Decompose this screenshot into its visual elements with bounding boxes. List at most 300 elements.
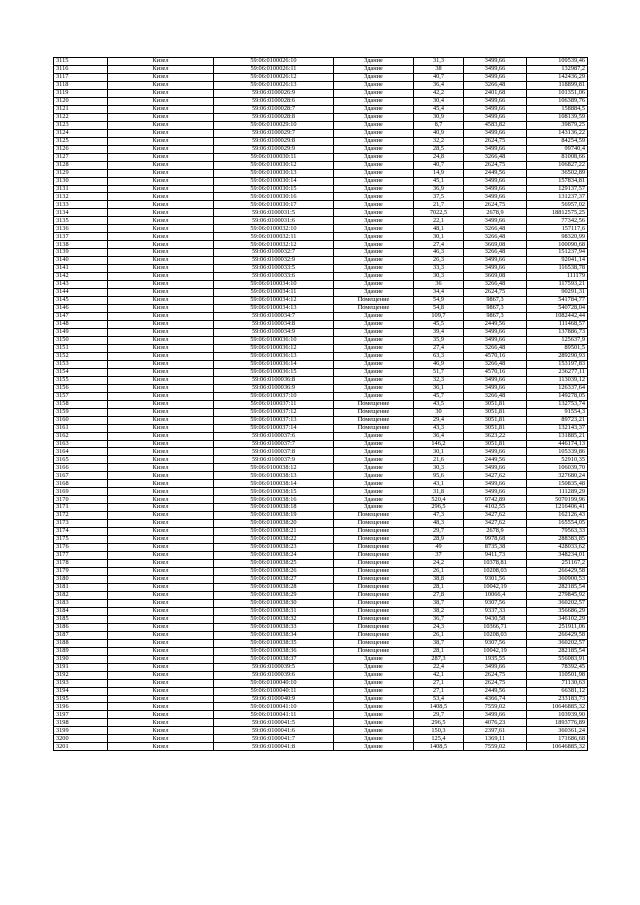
table-row (54, 695, 588, 703)
cadastral-number-cell: 59:06:0100038:16 (214, 496, 334, 504)
cadastral-number-cell: 59:06:0100037:14 (214, 424, 334, 432)
object-type-cell: Здание (334, 695, 414, 703)
area-cell: 28,5 (414, 145, 464, 153)
object-type-cell: Здание (334, 169, 414, 177)
area-cell: 46,3 (414, 249, 464, 257)
unit-value-cell: 4102,55 (464, 504, 527, 512)
area-cell: 42,2 (414, 89, 464, 97)
object-type-cell: Здание (334, 217, 414, 225)
object-type-cell: Помещение (334, 544, 414, 552)
locality-cell: Кизел (108, 336, 214, 344)
row-number-cell: 3165 (54, 456, 108, 464)
object-type-cell: Помещение (334, 408, 414, 416)
unit-value-cell: 7559,02 (464, 743, 527, 751)
cadastral-number-cell: 59:06:0100037:11 (214, 400, 334, 408)
total-value-cell: 540728,04 (527, 305, 588, 313)
total-value-cell: 282185,54 (527, 583, 588, 591)
row-number-cell: 3139 (54, 249, 108, 257)
cadastral-number-cell: 59:06:0100036:12 (214, 344, 334, 352)
unit-value-cell: 4366,74 (464, 695, 527, 703)
total-value-cell: 279845,92 (527, 591, 588, 599)
unit-value-cell: 3499,66 (464, 328, 527, 336)
object-type-cell: Здание (334, 456, 414, 464)
table-row (54, 552, 588, 560)
locality-cell: Кизел (108, 599, 214, 607)
total-value-cell: 90291,31 (527, 289, 588, 297)
cadastral-number-cell: 59:06:0100038:29 (214, 591, 334, 599)
total-value-cell: 1893776,89 (527, 719, 588, 727)
row-number-cell: 3184 (54, 607, 108, 615)
area-cell: 45,4 (414, 105, 464, 113)
row-number-cell: 3131 (54, 185, 108, 193)
locality-cell: Кизел (108, 575, 214, 583)
total-value-cell: 266429,58 (527, 631, 588, 639)
row-number-cell: 3191 (54, 663, 108, 671)
cadastral-number-cell: 59:06:0100026:13 (214, 81, 334, 89)
object-type-cell: Помещение (334, 615, 414, 623)
unit-value-cell: 9307,56 (464, 639, 527, 647)
object-type-cell: Помещение (334, 575, 414, 583)
unit-value-cell: 3499,66 (464, 73, 527, 81)
table-row (54, 711, 588, 719)
object-type-cell: Здание (334, 480, 414, 488)
cadastral-number-cell: 59:06:0100041:11 (214, 711, 334, 719)
records-table (53, 57, 588, 751)
total-value-cell: 10646885,32 (527, 703, 588, 711)
area-cell: 43,5 (414, 400, 464, 408)
table-row (54, 281, 588, 289)
unit-value-cell: 2624,75 (464, 671, 527, 679)
unit-value-cell: 2401,68 (464, 89, 527, 97)
locality-cell: Кизел (108, 121, 214, 129)
locality-cell: Кизел (108, 249, 214, 257)
row-number-cell: 3196 (54, 703, 108, 711)
row-number-cell: 3120 (54, 97, 108, 105)
total-value-cell: 101351,06 (527, 89, 588, 97)
area-cell: 34,4 (414, 289, 464, 297)
unit-value-cell: 3499,66 (464, 145, 527, 153)
row-number-cell: 3115 (54, 58, 108, 66)
cadastral-number-cell: 59:06:0100038:21 (214, 528, 334, 536)
locality-cell: Кизел (108, 711, 214, 719)
cadastral-number-cell: 59:06:0100038:18 (214, 504, 334, 512)
unit-value-cell: 3499,66 (464, 113, 527, 121)
cadastral-number-cell: 59:06:0100026:11 (214, 65, 334, 73)
cadastral-number-cell: 59:06:0100034:7 (214, 313, 334, 321)
row-number-cell: 3136 (54, 225, 108, 233)
area-cell: 35,9 (414, 336, 464, 344)
table-row (54, 392, 588, 400)
row-number-cell: 3150 (54, 336, 108, 344)
object-type-cell: Здание (334, 671, 414, 679)
cadastral-number-cell: 59:06:0100038:33 (214, 623, 334, 631)
cadastral-number-cell: 59:06:0100041:5 (214, 719, 334, 727)
object-type-cell: Здание (334, 328, 414, 336)
table-row (54, 743, 588, 751)
row-number-cell: 3144 (54, 289, 108, 297)
table-row (54, 408, 588, 416)
unit-value-cell: 2449,56 (464, 456, 527, 464)
total-value-cell: 132753,74 (527, 400, 588, 408)
cadastral-number-cell: 59:06:0100039:5 (214, 663, 334, 671)
unit-value-cell: 3499,66 (464, 129, 527, 137)
locality-cell: Кизел (108, 201, 214, 209)
table-row (54, 464, 588, 472)
object-type-cell: Здание (334, 105, 414, 113)
total-value-cell: 360202,57 (527, 599, 588, 607)
area-cell: 45,7 (414, 392, 464, 400)
total-value-cell: 171686,68 (527, 735, 588, 743)
table-row (54, 655, 588, 663)
object-type-cell: Здание (334, 368, 414, 376)
table-row (54, 177, 588, 185)
total-value-cell: 131237,37 (527, 193, 588, 201)
total-value-cell: 541784,77 (527, 297, 588, 305)
row-number-cell: 3174 (54, 528, 108, 536)
unit-value-cell: 3499,66 (464, 448, 527, 456)
total-value-cell: 99740,4 (527, 145, 588, 153)
table-row (54, 432, 588, 440)
object-type-cell: Здание (334, 464, 414, 472)
area-cell: 8,7 (414, 121, 464, 129)
locality-cell: Кизел (108, 281, 214, 289)
locality-cell: Кизел (108, 432, 214, 440)
locality-cell: Кизел (108, 241, 214, 249)
cadastral-number-cell: 59:06:0100037:6 (214, 432, 334, 440)
area-cell: 38 (414, 65, 464, 73)
unit-value-cell: 3266,48 (464, 281, 527, 289)
locality-cell: Кизел (108, 464, 214, 472)
table-row (54, 536, 588, 544)
locality-cell: Кизел (108, 687, 214, 695)
unit-value-cell: 4076,23 (464, 719, 527, 727)
unit-value-cell: 3499,66 (464, 376, 527, 384)
unit-value-cell: 3427,62 (464, 512, 527, 520)
object-type-cell: Здание (334, 719, 414, 727)
row-number-cell: 3148 (54, 320, 108, 328)
total-value-cell: 360900,53 (527, 575, 588, 583)
row-number-cell: 3175 (54, 536, 108, 544)
total-value-cell: 78392,45 (527, 663, 588, 671)
area-cell: 21,7 (414, 201, 464, 209)
total-value-cell: 108139,59 (527, 113, 588, 121)
row-number-cell: 3169 (54, 488, 108, 496)
object-type-cell: Здание (334, 472, 414, 480)
row-number-cell: 3161 (54, 424, 108, 432)
row-number-cell: 3163 (54, 440, 108, 448)
object-type-cell: Здание (334, 257, 414, 265)
object-type-cell: Здание (334, 193, 414, 201)
area-cell: 30,1 (414, 448, 464, 456)
total-value-cell: 39879,25 (527, 121, 588, 129)
locality-cell: Кизел (108, 416, 214, 424)
unit-value-cell: 3499,66 (464, 58, 527, 66)
locality-cell: Кизел (108, 297, 214, 305)
object-type-cell: Здание (334, 727, 414, 735)
total-value-cell: 129137,57 (527, 185, 588, 193)
unit-value-cell: 3266,48 (464, 344, 527, 352)
object-type-cell: Здание (334, 703, 414, 711)
object-type-cell: Здание (334, 153, 414, 161)
unit-value-cell: 9978,68 (464, 536, 527, 544)
area-cell: 31,8 (414, 488, 464, 496)
object-type-cell: Помещение (334, 607, 414, 615)
area-cell: 24,8 (414, 153, 464, 161)
cadastral-number-cell: 59:06:0100034:12 (214, 297, 334, 305)
total-value-cell: 151237,94 (527, 249, 588, 257)
locality-cell: Кизел (108, 233, 214, 241)
cadastral-number-cell: 59:06:0100038:30 (214, 599, 334, 607)
row-number-cell: 3130 (54, 177, 108, 185)
table-row (54, 424, 588, 432)
cadastral-number-cell: 59:06:0100038:22 (214, 536, 334, 544)
table-row (54, 249, 588, 257)
object-type-cell: Помещение (334, 599, 414, 607)
total-value-cell: 10646885,32 (527, 743, 588, 751)
total-value-cell: 251167,2 (527, 560, 588, 568)
object-type-cell: Помещение (334, 512, 414, 520)
total-value-cell: 98320,99 (527, 233, 588, 241)
total-value-cell: 157834,81 (527, 177, 588, 185)
locality-cell: Кизел (108, 456, 214, 464)
unit-value-cell: 3499,66 (464, 488, 527, 496)
cadastral-number-cell: 59:06:0100032:11 (214, 233, 334, 241)
row-number-cell: 3190 (54, 655, 108, 663)
object-type-cell: Здание (334, 273, 414, 281)
object-type-cell: Помещение (334, 305, 414, 313)
total-value-cell: 79563,33 (527, 528, 588, 536)
locality-cell: Кизел (108, 560, 214, 568)
area-cell: 36,4 (414, 81, 464, 89)
total-value-cell: 92041,14 (527, 257, 588, 265)
table-row (54, 719, 588, 727)
total-value-cell: 109539,46 (527, 58, 588, 66)
total-value-cell: 66381,12 (527, 687, 588, 695)
object-type-cell: Здание (334, 320, 414, 328)
table-row (54, 528, 588, 536)
cadastral-number-cell: 59:06:0100026:9 (214, 89, 334, 97)
cadastral-number-cell: 59:06:0100038:34 (214, 631, 334, 639)
total-value-cell: 142436,29 (527, 73, 588, 81)
unit-value-cell: 2397,61 (464, 727, 527, 735)
table-row (54, 512, 588, 520)
total-value-cell: 56957,02 (527, 201, 588, 209)
locality-cell: Кизел (108, 512, 214, 520)
area-cell: 22,4 (414, 663, 464, 671)
row-number-cell: 3187 (54, 631, 108, 639)
object-type-cell: Здание (334, 161, 414, 169)
cadastral-number-cell: 59:06:0100036:9 (214, 384, 334, 392)
total-value-cell: 157117,6 (527, 225, 588, 233)
table-row (54, 623, 588, 631)
area-cell: 28,1 (414, 583, 464, 591)
area-cell: 1408,5 (414, 743, 464, 751)
unit-value-cell: 2449,56 (464, 687, 527, 695)
locality-cell: Кизел (108, 392, 214, 400)
unit-value-cell: 3499,66 (464, 97, 527, 105)
table-row (54, 58, 588, 66)
total-value-cell: 111289,29 (527, 488, 588, 496)
table-row (54, 289, 588, 297)
row-number-cell: 3183 (54, 599, 108, 607)
area-cell: 63,3 (414, 352, 464, 360)
row-number-cell: 3188 (54, 639, 108, 647)
table-row (54, 591, 588, 599)
locality-cell: Кизел (108, 313, 214, 321)
row-number-cell: 3162 (54, 432, 108, 440)
area-cell: 32,2 (414, 137, 464, 145)
total-value-cell: 71130,63 (527, 679, 588, 687)
locality-cell: Кизел (108, 703, 214, 711)
unit-value-cell: 4583,82 (464, 121, 527, 129)
object-type-cell: Здание (334, 440, 414, 448)
row-number-cell: 3185 (54, 615, 108, 623)
area-cell: 38,8 (414, 575, 464, 583)
object-type-cell: Помещение (334, 568, 414, 576)
total-value-cell: 236277,11 (527, 368, 588, 376)
area-cell: 26,1 (414, 568, 464, 576)
unit-value-cell: 4570,16 (464, 352, 527, 360)
cadastral-number-cell: 59:06:0100041:8 (214, 743, 334, 751)
object-type-cell: Здание (334, 496, 414, 504)
row-number-cell: 3121 (54, 105, 108, 113)
cadastral-number-cell: 59:06:0100038:12 (214, 464, 334, 472)
area-cell: 45,5 (414, 320, 464, 328)
cadastral-number-cell: 59:06:0100038:31 (214, 607, 334, 615)
unit-value-cell: 3669,08 (464, 241, 527, 249)
unit-value-cell: 3499,66 (464, 336, 527, 344)
total-value-cell: 131885,21 (527, 432, 588, 440)
locality-cell: Кизел (108, 496, 214, 504)
table-row (54, 639, 588, 647)
table-row (54, 201, 588, 209)
cadastral-number-cell: 59:06:0100038:15 (214, 488, 334, 496)
cadastral-number-cell: 59:06:0100037:9 (214, 456, 334, 464)
row-number-cell: 3132 (54, 193, 108, 201)
table-row (54, 344, 588, 352)
row-number-cell: 3197 (54, 711, 108, 719)
locality-cell: Кизел (108, 568, 214, 576)
locality-cell: Кизел (108, 137, 214, 145)
unit-value-cell: 2624,75 (464, 679, 527, 687)
locality-cell: Кизел (108, 623, 214, 631)
row-number-cell: 3122 (54, 113, 108, 121)
cadastral-number-cell: 59:06:0100034:13 (214, 305, 334, 313)
total-value-cell: 356686,29 (527, 607, 588, 615)
object-type-cell: Здание (334, 344, 414, 352)
total-value-cell: 348234,01 (527, 552, 588, 560)
unit-value-cell: 3499,66 (464, 177, 527, 185)
table-row (54, 257, 588, 265)
row-number-cell: 3158 (54, 400, 108, 408)
cadastral-number-cell: 59:06:0100038:19 (214, 512, 334, 520)
unit-value-cell: 3669,08 (464, 273, 527, 281)
object-type-cell: Здание (334, 281, 414, 289)
row-number-cell: 3170 (54, 496, 108, 504)
table-row (54, 679, 588, 687)
table-row (54, 703, 588, 711)
records-table-body (54, 58, 588, 751)
area-cell: 36,1 (414, 384, 464, 392)
area-cell: 54,9 (414, 297, 464, 305)
row-number-cell: 3146 (54, 305, 108, 313)
area-cell: 30,4 (414, 97, 464, 105)
total-value-cell: 327680,24 (527, 472, 588, 480)
table-row (54, 65, 588, 73)
object-type-cell: Здание (334, 687, 414, 695)
area-cell: 26,3 (414, 257, 464, 265)
area-cell: 36,4 (414, 432, 464, 440)
total-value-cell: 266429,58 (527, 568, 588, 576)
unit-value-cell: 2624,75 (464, 161, 527, 169)
cadastral-number-cell: 59:06:0100028:6 (214, 97, 334, 105)
object-type-cell: Здание (334, 81, 414, 89)
object-type-cell: Помещение (334, 400, 414, 408)
row-number-cell: 3199 (54, 727, 108, 735)
table-row (54, 663, 588, 671)
area-cell: 520,4 (414, 496, 464, 504)
cadastral-number-cell: 59:06:0100033:6 (214, 273, 334, 281)
locality-cell: Кизел (108, 360, 214, 368)
unit-value-cell: 2449,56 (464, 169, 527, 177)
row-number-cell: 3192 (54, 671, 108, 679)
table-row (54, 448, 588, 456)
unit-value-cell: 3266,48 (464, 233, 527, 241)
locality-cell: Кизел (108, 631, 214, 639)
cadastral-number-cell: 59:06:0100037:13 (214, 416, 334, 424)
row-number-cell: 3182 (54, 591, 108, 599)
area-cell: 30,1 (414, 233, 464, 241)
unit-value-cell: 3051,81 (464, 440, 527, 448)
object-type-cell: Здание (334, 73, 414, 81)
row-number-cell: 3149 (54, 328, 108, 336)
area-cell: 39,4 (414, 328, 464, 336)
locality-cell: Кизел (108, 679, 214, 687)
unit-value-cell: 7559,02 (464, 703, 527, 711)
total-value-cell: 113039,12 (527, 376, 588, 384)
area-cell: 109,7 (414, 313, 464, 321)
unit-value-cell: 10378,81 (464, 560, 527, 568)
table-row (54, 727, 588, 735)
object-type-cell: Здание (334, 504, 414, 512)
area-cell: 31,3 (414, 58, 464, 66)
cadastral-number-cell: 59:06:0100030:12 (214, 161, 334, 169)
row-number-cell: 3176 (54, 544, 108, 552)
unit-value-cell: 10042,19 (464, 647, 527, 655)
row-number-cell: 3193 (54, 679, 108, 687)
table-row (54, 145, 588, 153)
locality-cell: Кизел (108, 305, 214, 313)
area-cell: 30 (414, 408, 464, 416)
total-value-cell: 1216406,41 (527, 504, 588, 512)
cadastral-number-cell: 59:06:0100038:36 (214, 647, 334, 655)
table-row (54, 97, 588, 105)
table-row (54, 137, 588, 145)
total-value-cell: 36502,89 (527, 169, 588, 177)
row-number-cell: 3127 (54, 153, 108, 161)
area-cell: 14,9 (414, 169, 464, 177)
cadastral-number-cell: 59:06:0100029:9 (214, 145, 334, 153)
table-row (54, 496, 588, 504)
area-cell: 1408,5 (414, 703, 464, 711)
unit-value-cell: 10042,19 (464, 583, 527, 591)
cadastral-number-cell: 59:06:0100036:10 (214, 336, 334, 344)
table-row (54, 384, 588, 392)
unit-value-cell: 2449,56 (464, 320, 527, 328)
table-row (54, 416, 588, 424)
area-cell: 150,3 (414, 727, 464, 735)
cadastral-number-cell: 59:06:0100036:8 (214, 376, 334, 384)
